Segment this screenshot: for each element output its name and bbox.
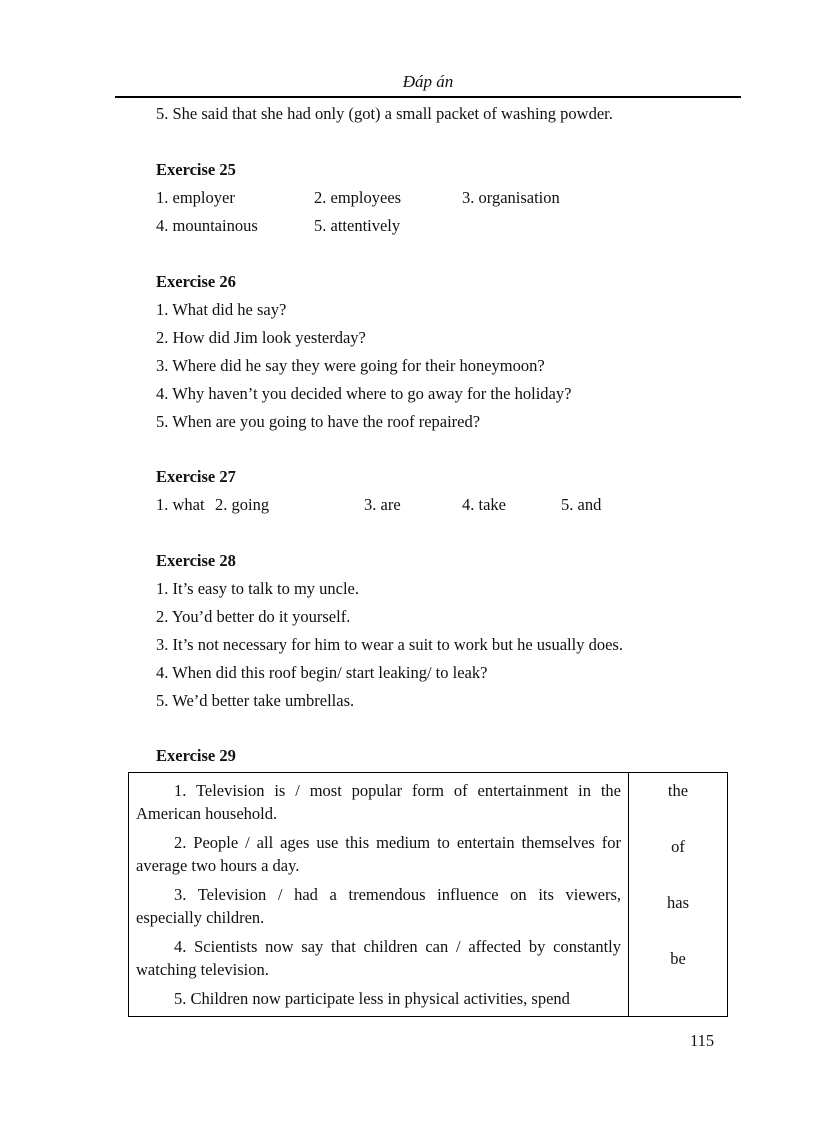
ex25-item: 5. attentively [314,216,401,235]
header-rule [115,96,741,98]
ex27-item: 3. are [364,495,401,514]
ex28-item: 1. It’s easy to talk to my uncle. [156,579,360,598]
question-item: 2. People / all ages use this medium to entertain themselves for average two hours a day. [136,833,621,875]
exercise-29-title: Exercise 29 [156,746,236,765]
page-header-title: Đáp án [402,72,454,91]
page-number: 115 [690,1031,715,1050]
exercise-25-title: Exercise 25 [156,160,236,179]
question-item: 4. Scientists now say that children can / affected by constantly watching television. [136,937,621,979]
ex25-item: 1. employer [156,188,235,207]
question-item: 1. Television is / most popular form of entertainment in the American household. [136,781,621,823]
top-line: 5. She said that she had only (got) a small packet of washing powder. [156,104,613,123]
ex25-item: 2. employees [314,188,402,207]
ex25-item: 3. organisation [462,188,560,207]
ex27-item: 1. what [156,495,205,514]
ex28-item: 3. It’s not necessary for him to wear a suit to work but he usually does. [156,635,623,654]
answer-item: has [667,893,689,912]
questions-column [129,773,629,1017]
ex26-item: 2. How did Jim look yesterday? [156,328,366,347]
exercise-26-title: Exercise 26 [156,272,236,291]
question-item: 5. Children now participate less in physical activities, spend [174,989,570,1008]
ex27-item: 2. going [215,495,270,514]
ex27-item: 5. and [561,495,602,514]
exercise-29-table [128,772,728,1017]
ex28-item: 5. We’d better take umbrellas. [156,691,355,710]
answer-item: of [671,837,685,856]
ex26-item: 1. What did he say? [156,300,287,319]
exercise-27-title: Exercise 27 [156,467,236,486]
answer-item: the [667,781,689,800]
ex26-item: 5. When are you going to have the roof repaired? [156,412,481,431]
ex26-item: 3. Where did he say they were going for their honeymoon? [156,356,545,375]
ex26-item: 4. Why haven’t you decided where to go away for the holiday? [156,384,572,403]
ex28-item: 2. You’d better do it yourself. [156,607,351,626]
ex25-item: 4. mountainous [156,216,258,235]
answers-column [629,773,728,1017]
ex27-item: 4. take [462,495,506,514]
ex28-item: 4. When did this roof begin/ start leaking/ to leak? [156,663,488,682]
question-item: 3. Television / had a tremendous influence on its viewers, especially children. [136,885,621,927]
exercise-28-title: Exercise 28 [156,551,236,570]
answer-item: be [670,949,686,968]
